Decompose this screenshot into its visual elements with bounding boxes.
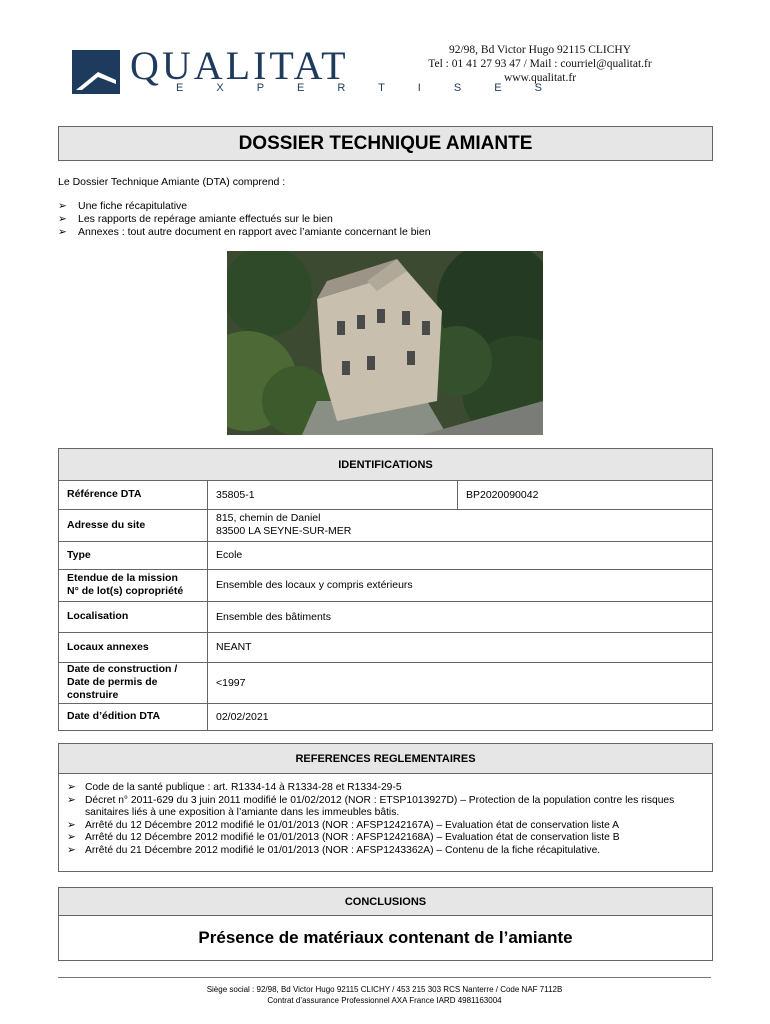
references-section	[58, 743, 713, 872]
row-label: Etendue de la mission N° de lot(s) copropriété	[59, 569, 208, 601]
arrow-bullet-icon: ➢	[67, 794, 76, 806]
list-item: ➢ Les rapports de repérage amiante effectués sur le bien	[58, 213, 333, 225]
address-line: 92/98, Bd Victor Hugo 92115 CLICHY	[448, 44, 632, 56]
conclusions-section	[58, 887, 713, 961]
conclusion-text: Présence de matériaux contenant de l’amiante	[198, 928, 573, 947]
contact-line: Tel : 01 41 27 93 47 / Mail : courriel@qualitat.fr	[428, 58, 652, 70]
row-value: 35805-1	[216, 488, 255, 501]
section-heading: IDENTIFICATIONS	[59, 449, 712, 481]
row-value: NEANT	[208, 632, 713, 662]
logo-subtitle: E X P E R T I S E S	[176, 82, 557, 94]
arrow-bullet-icon: ➢	[67, 782, 76, 793]
list-item: ➢ Arrêté du 12 Décembre 2012 modifié le 01/01/2013 (NOR : AFSP1242168A) – Evaluation état de conservation liste B	[67, 832, 620, 843]
row-label: Référence DTA	[59, 481, 208, 509]
row-value-secondary: BP2020090042	[458, 481, 713, 509]
row-value: Ensemble des locaux y compris extérieurs	[208, 569, 713, 601]
footer-divider	[58, 977, 711, 978]
references-list	[67, 782, 707, 857]
logo-name: QUALITAT	[130, 43, 349, 88]
identifications-table	[59, 481, 712, 730]
section-heading: CONCLUSIONS	[59, 888, 712, 916]
list-item: ➢ Une fiche récapitulative	[58, 200, 188, 212]
row-value: Ecole	[208, 541, 713, 569]
row-value: <1997	[208, 662, 713, 703]
row-label: Date de construction / Date de permis de construire	[59, 662, 208, 703]
table-row	[59, 662, 712, 703]
section-heading: REFERENCES REGLEMENTAIRES	[59, 744, 712, 774]
intro-text: Le Dossier Technique Amiante (DTA) comprend :	[58, 176, 286, 188]
list-item: ➢ Décret n° 2011-629 du 3 juin 2011 modifié le 01/02/2012 (NOR : ETSP1013927D) – Protection de la population contre les risques sanitaires liés à une exposition à l’amiante dans les immeubles bâtis.	[67, 794, 675, 818]
arrow-bullet-icon: ➢	[67, 832, 76, 843]
page-footer	[58, 984, 711, 1006]
footer-line: Siège social : 92/98, Bd Victor Hugo 92115 CLICHY / 453 215 303 RCS Nanterre / Code NAF 7112B	[206, 985, 563, 994]
row-value: 815, chemin de Daniel 83500 LA SEYNE-SUR-MER	[208, 509, 713, 541]
arrow-bullet-icon: ➢	[58, 200, 67, 212]
list-item: ➢ Code de la santé publique : art. R1334-14 à R1334-28 et R1334-29-5	[67, 782, 402, 793]
website-line: www.qualitat.fr	[503, 72, 577, 84]
row-label: Type	[59, 541, 208, 569]
row-label: Locaux annexes	[59, 632, 208, 662]
document-title: DOSSIER TECHNIQUE AMIANTE	[58, 126, 713, 161]
qualitat-logo-icon	[72, 50, 120, 94]
arrow-bullet-icon: ➢	[58, 213, 67, 225]
row-label: Adresse du site	[59, 509, 208, 541]
list-item: ➢ Arrêté du 21 Décembre 2012 modifié le 01/01/2013 (NOR : AFSP1243362A) – Contenu de la fiche récapitulative.	[67, 844, 601, 856]
table-row	[59, 632, 712, 662]
row-label: Localisation	[59, 601, 208, 632]
arrow-bullet-icon: ➢	[58, 226, 67, 238]
arrow-bullet-icon: ➢	[67, 819, 76, 831]
identifications-section	[58, 448, 713, 731]
arrow-bullet-icon: ➢	[67, 844, 76, 856]
table-row	[59, 541, 712, 569]
list-item: ➢ Arrêté du 12 Décembre 2012 modifié le 01/01/2013 (NOR : AFSP1242167A) – Evaluation état de conservation liste A	[67, 819, 620, 831]
footer-line: Contrat d’assurance Professionnel AXA France IARD 4981163004	[267, 996, 502, 1005]
table-row	[59, 601, 712, 632]
table-row	[59, 509, 712, 541]
table-row	[59, 703, 712, 730]
row-label: Date d’édition DTA	[59, 703, 208, 730]
table-row	[59, 481, 712, 509]
table-row	[59, 569, 712, 601]
building-aerial-photo	[227, 251, 543, 435]
row-value: 02/02/2021	[208, 703, 713, 730]
row-value: Ensemble des bâtiments	[208, 601, 713, 632]
contents-list	[58, 200, 431, 239]
list-item: ➢ Annexes : tout autre document en rapport avec l’amiante concernant le bien	[58, 226, 431, 238]
company-address	[410, 43, 670, 85]
